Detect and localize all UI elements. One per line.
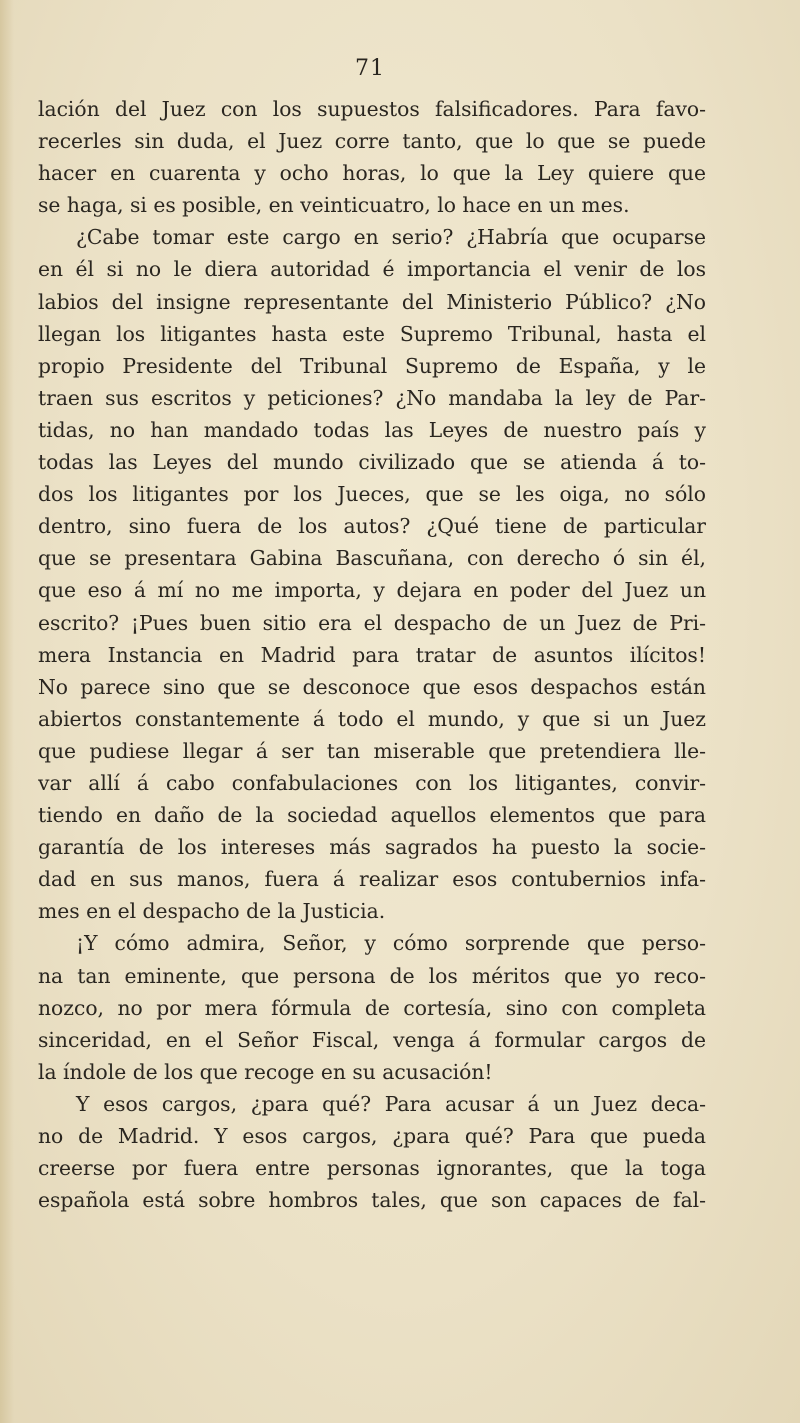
page-number: 71 — [355, 56, 385, 81]
text-line: var allí á cabo confabulaciones con los litigantes, convir- — [38, 770, 706, 795]
text-line: abiertos constantemente á todo el mundo, y que si un Juez — [38, 706, 706, 731]
text-line: creerse por fuera entre personas ignorantes, que la toga — [38, 1156, 706, 1181]
text-line: mera Instancia en Madrid para tratar de asuntos ilícitos! — [38, 642, 706, 667]
text-line: sinceridad, en el Señor Fiscal, venga á formular cargos de — [38, 1027, 706, 1052]
text-line: en él si no le diera autoridad é importancia el venir de los — [38, 257, 706, 282]
text-line: española está sobre hombros tales, que son capaces de fal- — [38, 1188, 706, 1213]
page-edge-shadow — [0, 0, 14, 1423]
text-line: la índole de los que recoge en su acusación! — [38, 1059, 493, 1084]
text-line: garantía de los intereses más sagrados ha puesto la socie- — [38, 835, 706, 860]
text-line: que eso á mí no me importa, y dejara en poder del Juez un — [38, 578, 706, 603]
text-line: na tan eminente, que persona de los méritos que yo reco- — [38, 963, 706, 988]
text-line: mes en el despacho de la Justicia. — [38, 899, 386, 924]
text-line: escrito? ¡Pues buen sitio era el despacho de un Juez de Pri- — [38, 610, 706, 635]
text-line: tiendo en daño de la sociedad aquellos elementos que para — [38, 803, 706, 828]
text-line: traen sus escritos y peticiones? ¿No mandaba la ley de Par- — [38, 385, 706, 410]
text-line: llegan los litigantes hasta este Supremo Tribunal, hasta el — [38, 321, 706, 346]
text-line: no de Madrid. Y esos cargos, ¿para qué? Para que pueda — [38, 1124, 706, 1148]
text-line: lación del Juez con los supuestos falsificadores. Para favo- — [38, 97, 706, 121]
paragraph-start-line: ¿Cabe tomar este cargo en serio? ¿Habría que ocuparse — [76, 225, 706, 250]
text-line: dad en sus manos, fuera á realizar esos contubernios infa- — [38, 867, 706, 892]
text-line: tidas, no han mandado todas las Leyes de nuestro país y — [38, 417, 706, 442]
text-line: recerles sin duda, el Juez corre tanto, que lo que se puede — [38, 129, 706, 154]
text-line: dos los litigantes por los Jueces, que se les oiga, no sólo — [38, 482, 706, 507]
text-line: No parece sino que se desconoce que esos despachos están — [38, 674, 706, 699]
body-text — [38, 93, 706, 1216]
text-line: labios del insigne representante del Ministerio Público? ¿No — [38, 289, 706, 314]
text-line: nozco, no por mera fórmula de cortesía, sino con completa — [38, 995, 706, 1020]
text-line: se haga, si es posible, en veinticuatro, lo hace en un mes. — [38, 193, 630, 218]
text-line: dentro, sino fuera de los autos? ¿Qué tiene de particular — [38, 514, 706, 539]
text-line: que se presentara Gabina Bascuñana, con derecho ó sin él, — [38, 546, 706, 571]
text-line: propio Presidente del Tribunal Supremo de España, y le — [38, 353, 706, 378]
paragraph-start-line: ¡Y cómo admira, Señor, y cómo sorprende que perso- — [76, 931, 706, 956]
paragraph-start-line: Y esos cargos, ¿para qué? Para acusar á un Juez deca- — [76, 1091, 706, 1116]
text-line: hacer en cuarenta y ocho horas, lo que la Ley quiere que — [38, 161, 706, 186]
text-line: que pudiese llegar á ser tan miserable que pretendiera lle- — [38, 738, 706, 763]
text-line: todas las Leyes del mundo civilizado que se atienda á to- — [38, 450, 706, 475]
